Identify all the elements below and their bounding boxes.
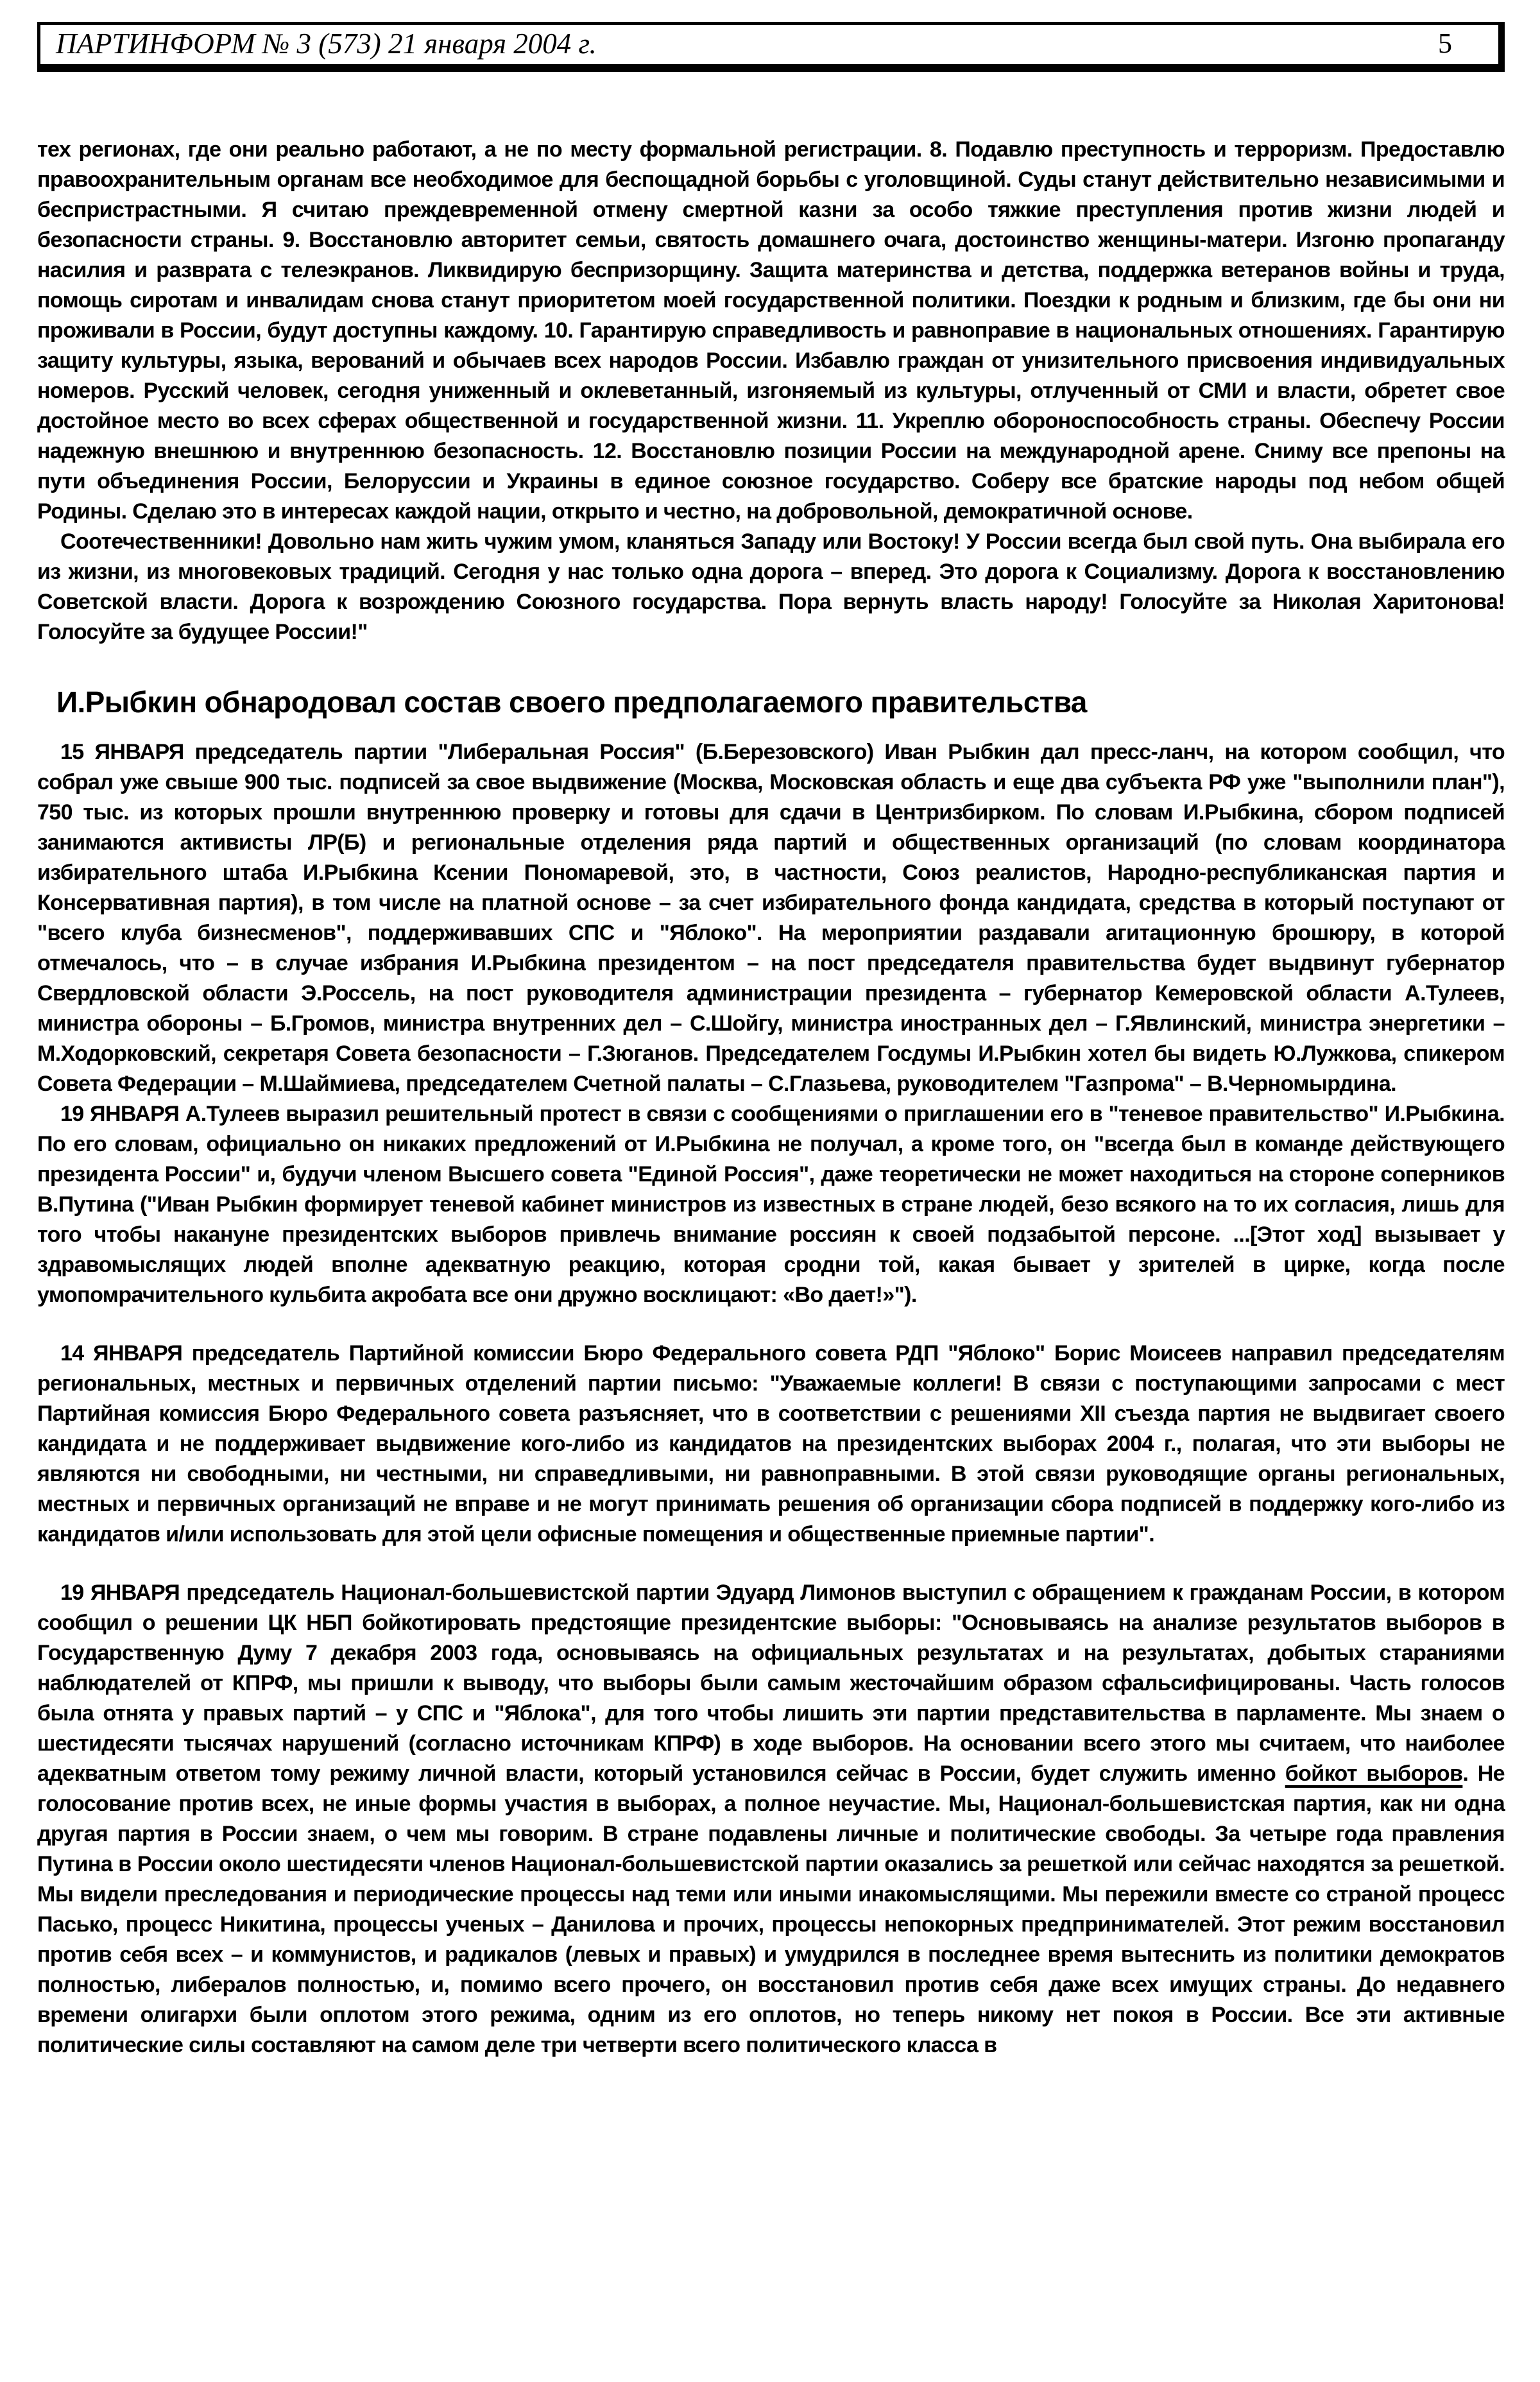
body-paragraph: [37, 1578, 1505, 2061]
text-segment: 19 ЯНВАРЯ председатель Национал-большевистской партии Эдуард Лимонов выступил с обращением к гражданам России, в котором сообщил о решении ЦК НБП бойкотировать предстоящие президентские выборы: "Основываясь на анализе результатов выборов в Государственную Думу 7 декабря 2003 года, основываясь на официальных результатах и на результатах, добытых стараниями наблюдателей от КПРФ, мы пришли к выводу, что выборы были самым жесточайшим образом сфальсифицированы. Часть голосов была отнята у правых партий – у СПС и "Яблока", для того чтобы лишить эти партии представительства в парламенте. Мы знаем о шестидесяти тысячах нарушений (согласно источникам КПРФ) в ходе выборов. На основании всего этого мы считаем, что наиболее адекватным ответом тому режиму личной власти, который установился сейчас в России, будет служить именно: [37, 1581, 1505, 1786]
article-body: [37, 135, 1505, 2061]
body-paragraph: [37, 1339, 1505, 1550]
body-paragraph: [37, 527, 1505, 647]
text-segment: 14 ЯНВАРЯ председатель Партийной комиссии Бюро Федерального совета РДП "Яблоко" Борис Моисеев направил председателям региональных, местных и первичных отделений партии письмо: "Уважаемые коллеги! В связи с поступающими запросами с мест Партийная комиссия Бюро Федерального совета разъясняет, что в соответствии с решениями XII съезда партия не выдвигает своего кандидата и не поддерживает выдвижение кого-либо из кандидатов на президентских выборах 2004 г., полагая, что эти выборы не являются ни свободными, ни честными, ни справедливыми, ни равноправными. В этой связи руководящие органы региональных, местных и первичных организаций не вправе и не могут принимать решения об организации сбора подписей в поддержку кого-либо из кандидатов и/или использовать для этой цели офисные помещения и общественные приемные партии".: [37, 1341, 1505, 1547]
body-paragraph: [37, 1099, 1505, 1310]
body-paragraph: [37, 737, 1505, 1099]
masthead: [37, 22, 1505, 72]
underlined-phrase: бойкот выборов: [1285, 1761, 1463, 1786]
article-heading: И.Рыбкин обнародовал состав своего предполагаемого правительства: [56, 685, 1087, 719]
body-paragraph: [37, 135, 1505, 527]
text-segment: тех регионах, где они реально работают, а не по месту формальной регистрации. 8. Подавлю преступность и терроризм. Предоставлю правоохранительным органам все необходимое для беспощадной борьбы с уголовщиной. Суды станут действительно независимыми и беспристрастными. Я считаю преждевременной отмену смертной казни за особо тяжкие преступления против жизни людей и безопасности страны. 9. Восстановлю авторитет семьи, святость домашнего очага, достоинство женщины-матери. Изгоню пропаганду насилия и разврата с телеэкранов. Ликвидирую беспризорщину. Защита материнства и детства, поддержка ветеранов войны и труда, помощь сиротам и инвалидам снова станут приоритетом моей государственной политики. Поездки к родным и близким, где бы они ни проживали в России, будут доступны каждому. 10. Гарантирую справедливость и равноправие в национальных отношениях. Гарантирую защиту культуры, языка, верований и обычаев всех народов России. Избавлю граждан от унизительного присвоения индивидуальных номеров. Русский человек, сегодня униженный и оклеветанный, изгоняемый из культуры, отлученный от СМИ и власти, обретет свое достойное место во всех сферах общественной и государственной жизни. 11. Укреплю обороноспособность страны. Обеспечу России надежную внешнюю и внутреннюю безопасность. 12. Восстановлю позиции России на международной арене. Сниму все препоны на пути объединения России, Белоруссии и Украины в единое союзное государство. Соберу все братские народы под небом общей Родины. Сделаю это в интересах каждой нации, открыто и честно, на добровольной, демократичной основе.: [37, 137, 1505, 524]
text-segment: . Не голосование против всех, не иные формы участия в выборах, а полное неучастие. Мы, Национал-большевистская партия, как ни одна другая партия в России знаем, о чем мы говорим. В стране подавлены личные и политические свободы. За четыре года правления Путина в России около шестидесяти членов Национал-большевистской партии оказались за решеткой или сейчас находятся за решеткой. Мы видели преследования и периодические процессы над теми или иными инакомыслящими. Мы пережили вместе со страной процесс Пасько, процесс Никитина, процессы ученых – Данилова и прочих, процессы непокорных предпринимателей. Этот режим восстановил против себя всех – и коммунистов, и радикалов (левых и правых) и умудрился в последнее время вытеснить из политики демократов полностью, либералов полностью, и, помимо всего прочего, он восстановил против себя даже всех имущих страны. До недавнего времени олигархи были оплотом этого режима, одним из его оплотов, но теперь никому нет покоя в России. Все эти активные политические силы составляют на самом деле три четверти всего политического класса в: [37, 1761, 1505, 2057]
text-segment: Соотечественники! Довольно нам жить чужим умом, кланяться Западу или Востоку! У России всегда был свой путь. Она выбирала его из жизни, из многовековых традиций. Сегодня у нас только одна дорога – вперед. Это дорога к Социализму. Дорога к восстановлению Советской власти. Дорога к возрождению Союзного государства. Пора вернуть власть народу! Голосуйте за Николая Харитонова! Голосуйте за будущее России!": [37, 529, 1505, 644]
newsletter-title: ПАРТИНФОРМ № 3 (573) 21 января 2004 г.: [56, 27, 597, 60]
text-segment: 19 ЯНВАРЯ А.Тулеев выразил решительный протест в связи с сообщениями о приглашении его в "теневое правительство" И.Рыбкина. По его словам, официально он никаких предложений от И.Рыбкина не получал, а кроме того, он "всегда был в команде действующего президента России" и, будучи членом Высшего совета "Единой Россия", даже теоретически не может находиться на стороне соперников В.Путина ("Иван Рыбкин формирует теневой кабинет министров из известных в стране людей, безо всякого на то их согласия, лишь для того чтобы накануне президентских выборов привлечь внимание россиян к своей подзабытой персоне. ...[Этот ход] вызывает у здравомыслящих людей вполне адекватную реакцию, которая сродни той, какая бывает у зрителей в цирке, когда после умопомрачительного кульбита акробата все они дружно восклицают: «Во дает!»").: [37, 1102, 1505, 1307]
page-number: 5: [1438, 28, 1452, 59]
text-segment: 15 ЯНВАРЯ председатель партии "Либеральная Россия" (Б.Березовского) Иван Рыбкин дал пресс-ланч, на котором сообщил, что собрал уже свыше 900 тыс. подписей за свое выдвижение (Москва, Московская область и еще два субъекта РФ уже "выполнили план"), 750 тыс. из которых прошли внутреннюю проверку и готовы для сдачи в Центризбирком. По словам И.Рыбкина, сбором подписей занимаются активисты ЛР(Б) и региональные отделения ряда партий и общественных организаций (по словам координатора избирательного штаба И.Рыбкина Ксении Пономаревой, это, в частности, Союз реалистов, Народно-республиканская партия и Консервативная партия), в том числе на платной основе – за счет избирательного фонда кандидата, средства в который поступают от "всего клуба бизнесменов", поддерживавших СПС и "Яблоко". На мероприятии раздавали агитационную брошюру, в которой отмечалось, что – в случае избрания И.Рыбкина президентом – на пост председателя правительства будет выдвинут губернатор Свердловской области Э.Россель, на пост руководителя администрации президента – губернатор Кемеровской области А.Тулеев, министра обороны – Б.Громов, министра внутренних дел – С.Шойгу, министра иностранных дел – Г.Явлинский, министра энергетики – М.Ходорковский, секретаря Совета безопасности – Г.Зюганов. Председателем Госдумы И.Рыбкин хотел бы видеть Ю.Лужкова, спикером Совета Федерации – М.Шаймиева, председателем Счетной палаты – С.Глазьева, руководителем "Газпрома" – В.Черномырдина.: [37, 740, 1505, 1096]
